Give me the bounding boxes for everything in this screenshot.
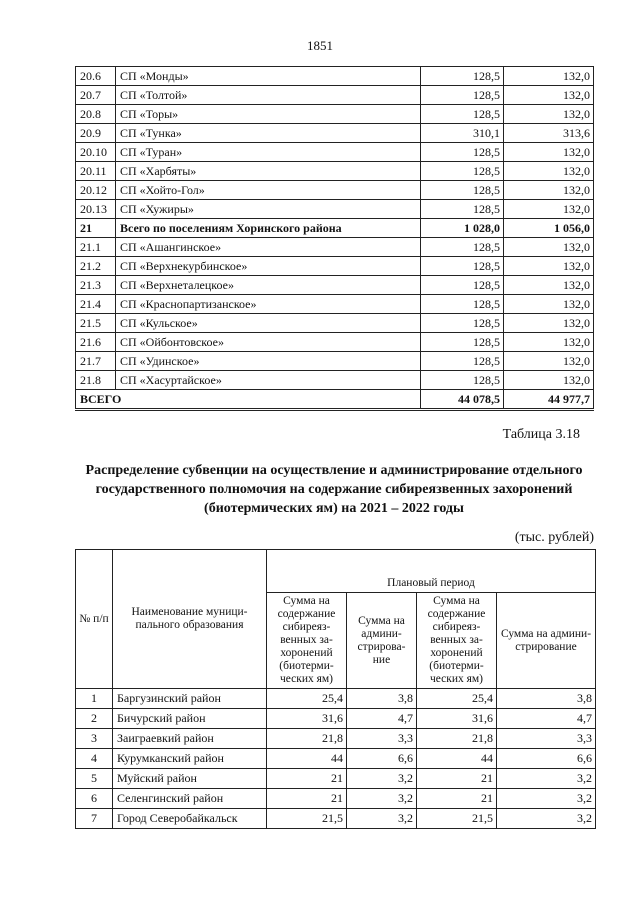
row-value-2022: 132,0	[504, 162, 594, 181]
row-value-2022: 132,0	[504, 105, 594, 124]
row-number: 20.9	[76, 124, 116, 143]
row-admin-2022: 3,2	[497, 769, 596, 789]
row-admin-2021: 6,6	[347, 749, 417, 769]
settlements-table-body	[76, 67, 594, 410]
row-maintenance-2022: 25,4	[417, 689, 497, 709]
row-municipality: Селенгинский район	[113, 789, 267, 809]
settlements-subsidy-table	[75, 66, 594, 411]
table-row	[76, 143, 594, 162]
row-number: 21.5	[76, 314, 116, 333]
table-caption: Таблица 3.18	[502, 427, 580, 442]
table-row	[76, 295, 594, 314]
row-maintenance-2021: 21,5	[267, 809, 347, 829]
total-value-2021: 44 078,5	[421, 390, 504, 410]
row-value-2022: 132,0	[504, 86, 594, 105]
row-value-2021: 128,5	[421, 295, 504, 314]
row-name: СП «Толтой»	[116, 86, 421, 105]
total-label: ВСЕГО	[76, 390, 421, 410]
row-maintenance-2021: 25,4	[267, 689, 347, 709]
row-number: 20.8	[76, 105, 116, 124]
row-municipality: Бичурский район	[113, 709, 267, 729]
row-number: 1	[76, 689, 113, 709]
table-row	[76, 769, 596, 789]
row-number: 21.1	[76, 238, 116, 257]
row-maintenance-2021: 21,8	[267, 729, 347, 749]
row-municipality: Город Северобайкальск	[113, 809, 267, 829]
row-admin-2021: 3,8	[347, 689, 417, 709]
row-value-2021: 128,5	[421, 143, 504, 162]
row-name: СП «Хасуртайское»	[116, 371, 421, 390]
row-municipality: Баргузинский район	[113, 689, 267, 709]
row-admin-2022: 3,2	[497, 809, 596, 829]
row-municipality: Курумканский район	[113, 749, 267, 769]
header-admin-2021: Сумма на админи-стрирова-ние	[347, 593, 417, 689]
row-name: СП «Ойбонтовское»	[116, 333, 421, 352]
row-municipality: Заиграевкий район	[113, 729, 267, 749]
row-admin-2021: 3,3	[347, 729, 417, 749]
row-admin-2021: 3,2	[347, 789, 417, 809]
row-name: СП «Кульское»	[116, 314, 421, 333]
table-row	[76, 729, 596, 749]
row-number: 20.11	[76, 162, 116, 181]
row-name: СП «Торы»	[116, 105, 421, 124]
row-name: СП «Удинское»	[116, 352, 421, 371]
table-row	[76, 689, 596, 709]
row-value-2022: 132,0	[504, 295, 594, 314]
row-value-2021: 128,5	[421, 314, 504, 333]
table-header	[76, 550, 596, 689]
header-maintenance-2022: Сумма на содержание сибиреяз-венных за-хоронений (биотерми-ческих ям)	[417, 593, 497, 689]
table-row	[76, 162, 594, 181]
burial-sites-subsidy-table	[75, 549, 596, 829]
row-value-2021: 128,5	[421, 238, 504, 257]
row-municipality: Муйский район	[113, 769, 267, 789]
table-row	[76, 276, 594, 295]
table-row	[76, 352, 594, 371]
row-value-2021: 1 028,0	[421, 219, 504, 238]
row-number: 2	[76, 709, 113, 729]
row-number: 21.6	[76, 333, 116, 352]
row-value-2021: 128,5	[421, 276, 504, 295]
row-name: СП «Краснопартизанское»	[116, 295, 421, 314]
row-maintenance-2021: 44	[267, 749, 347, 769]
row-value-2022: 132,0	[504, 200, 594, 219]
row-number: 5	[76, 769, 113, 789]
row-number: 21	[76, 219, 116, 238]
units-label: (тыс. рублей)	[514, 530, 594, 545]
row-admin-2022: 3,8	[497, 689, 596, 709]
row-number: 20.13	[76, 200, 116, 219]
row-admin-2021: 3,2	[347, 809, 417, 829]
row-admin-2022: 4,7	[497, 709, 596, 729]
table-row	[76, 709, 596, 729]
row-name: СП «Верхнеталецкое»	[116, 276, 421, 295]
row-value-2021: 128,5	[421, 67, 504, 86]
row-admin-2022: 3,2	[497, 789, 596, 809]
row-value-2022: 132,0	[504, 314, 594, 333]
row-name: СП «Монды»	[116, 67, 421, 86]
row-admin-2021: 4,7	[347, 709, 417, 729]
row-number: 20.12	[76, 181, 116, 200]
row-name: СП «Верхнекурбинское»	[116, 257, 421, 276]
row-value-2021: 128,5	[421, 352, 504, 371]
row-value-2022: 132,0	[504, 238, 594, 257]
row-value-2021: 128,5	[421, 162, 504, 181]
row-number: 21.3	[76, 276, 116, 295]
table-row	[76, 257, 594, 276]
row-number: 21.2	[76, 257, 116, 276]
row-value-2022: 132,0	[504, 143, 594, 162]
row-maintenance-2022: 21	[417, 769, 497, 789]
row-number: 20.10	[76, 143, 116, 162]
row-value-2022: 132,0	[504, 333, 594, 352]
table-row	[76, 124, 594, 143]
row-maintenance-2021: 21	[267, 769, 347, 789]
table-row	[76, 200, 594, 219]
row-name: СП «Харбяты»	[116, 162, 421, 181]
row-value-2022: 132,0	[504, 371, 594, 390]
row-number: 20.6	[76, 67, 116, 86]
row-maintenance-2022: 21,5	[417, 809, 497, 829]
row-value-2022: 132,0	[504, 67, 594, 86]
table-row	[76, 181, 594, 200]
row-value-2021: 128,5	[421, 105, 504, 124]
row-number: 21.7	[76, 352, 116, 371]
row-value-2021: 128,5	[421, 257, 504, 276]
row-number: 21.4	[76, 295, 116, 314]
page-number: 1851	[307, 38, 333, 53]
row-name: Всего по поселениям Хоринского района	[116, 219, 421, 238]
row-admin-2022: 6,6	[497, 749, 596, 769]
row-name: СП «Хужиры»	[116, 200, 421, 219]
row-value-2022: 132,0	[504, 276, 594, 295]
row-name: СП «Тунка»	[116, 124, 421, 143]
row-number: 4	[76, 749, 113, 769]
header-admin-2022: Сумма на админи-стрирование	[497, 593, 596, 689]
header-number: № п/п	[76, 550, 113, 689]
table-row	[76, 333, 594, 352]
table-row	[76, 105, 594, 124]
row-number: 6	[76, 789, 113, 809]
row-admin-2021: 3,2	[347, 769, 417, 789]
row-value-2021: 128,5	[421, 333, 504, 352]
table-row	[76, 749, 596, 769]
table-row	[76, 809, 596, 829]
header-gap	[267, 550, 596, 575]
row-maintenance-2022: 44	[417, 749, 497, 769]
row-value-2022: 132,0	[504, 181, 594, 200]
table-row	[76, 789, 596, 809]
total-value-2022: 44 977,7	[504, 390, 594, 410]
row-value-2021: 128,5	[421, 371, 504, 390]
row-maintenance-2022: 21	[417, 789, 497, 809]
row-admin-2022: 3,3	[497, 729, 596, 749]
header-planning-period: Плановый период	[267, 574, 596, 593]
row-value-2022: 132,0	[504, 257, 594, 276]
table-row	[76, 67, 594, 86]
row-value-2021: 128,5	[421, 86, 504, 105]
table-row	[76, 314, 594, 333]
row-number: 21.8	[76, 371, 116, 390]
header-municipality: Наименование муници-пального образования	[113, 550, 267, 689]
table-row	[76, 86, 594, 105]
row-value-2022: 313,6	[504, 124, 594, 143]
row-maintenance-2021: 31,6	[267, 709, 347, 729]
header-maintenance-2021: Сумма на содержание сибиреяз-венных за-хоронений (биотерми-ческих ям)	[267, 593, 347, 689]
row-maintenance-2021: 21	[267, 789, 347, 809]
row-value-2021: 128,5	[421, 181, 504, 200]
row-name: СП «Туран»	[116, 143, 421, 162]
table-row	[76, 238, 594, 257]
table-row	[76, 371, 594, 390]
table-row	[76, 219, 594, 238]
row-number: 7	[76, 809, 113, 829]
row-name: СП «Ашангинское»	[116, 238, 421, 257]
total-row	[76, 390, 594, 410]
table-title: Распределение субвенции на осуществление и администрирование отдельного государственного полномочия на содержание сибиреязвенных захоронений (биотермических ям) на 2021 – 2022 годы	[85, 463, 583, 516]
row-maintenance-2022: 21,8	[417, 729, 497, 749]
row-value-2022: 132,0	[504, 352, 594, 371]
burial-table-body	[76, 689, 596, 829]
row-value-2021: 128,5	[421, 200, 504, 219]
row-name: СП «Хойто-Гол»	[116, 181, 421, 200]
row-number: 20.7	[76, 86, 116, 105]
row-number: 3	[76, 729, 113, 749]
row-maintenance-2022: 31,6	[417, 709, 497, 729]
row-value-2021: 310,1	[421, 124, 504, 143]
row-value-2022: 1 056,0	[504, 219, 594, 238]
